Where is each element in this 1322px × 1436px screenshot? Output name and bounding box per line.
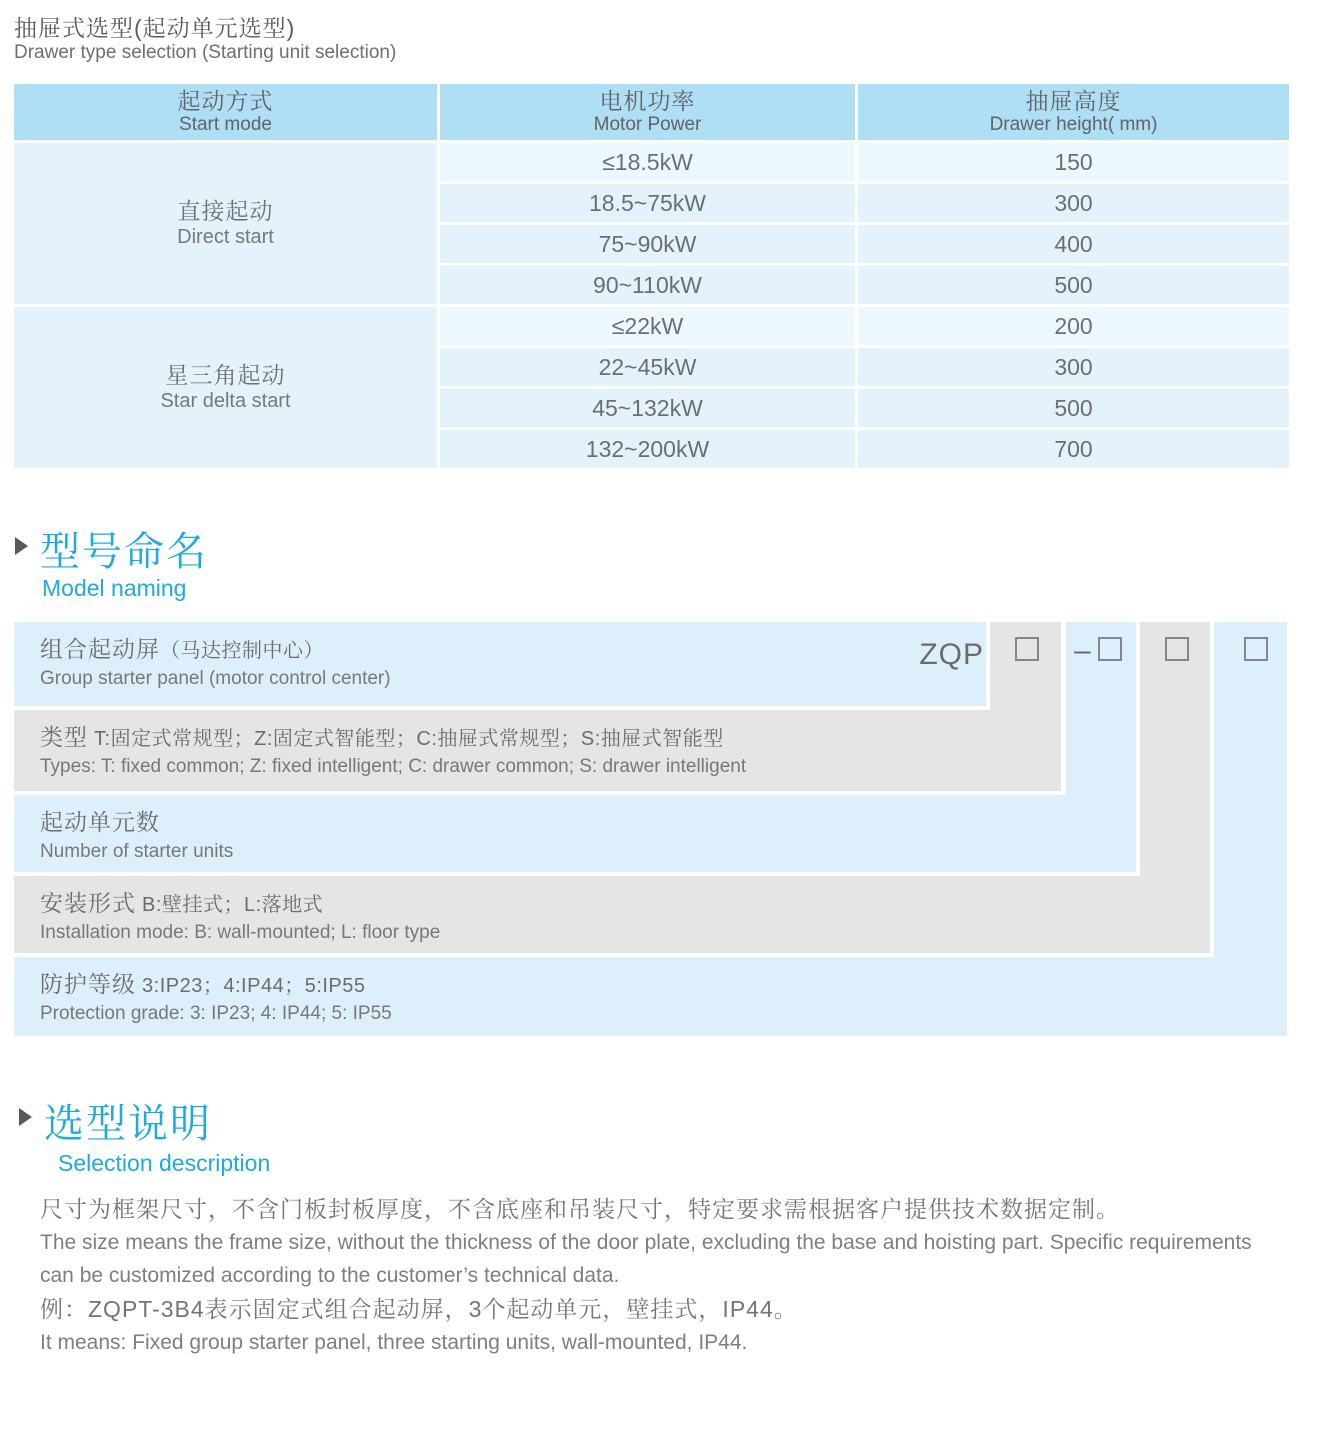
col-header-motor-power	[440, 84, 855, 140]
cell-height: 400	[858, 225, 1289, 263]
group-label-zh: 直接起动	[177, 197, 274, 224]
drawer-selection-table	[14, 84, 1289, 468]
row-zh: 组合起动屏（马达控制中心）	[40, 636, 324, 662]
paragraph: 例：ZQPT-3B4表示固定式组合起动屏，3个起动单元，壁挂式，IP44。	[40, 1296, 798, 1322]
cell-height: 500	[858, 389, 1289, 427]
model-naming-title-en: Model naming	[42, 575, 187, 601]
col-header-drawer-height	[858, 84, 1289, 140]
cell-power: ≤22kW	[440, 307, 855, 345]
diagram-row-installation-mode	[14, 876, 1210, 953]
group-cell-direct-start	[14, 143, 437, 304]
paragraph: It means: Fixed group starter panel, three starting units, wall-mounted, IP44.	[40, 1331, 748, 1354]
row-en: Group starter panel (motor control center)	[40, 668, 391, 689]
model-naming-diagram	[14, 622, 1290, 1036]
group-label-en: Star delta start	[160, 390, 291, 413]
col-header-start-mode	[14, 84, 437, 140]
header-zh: 电机功率	[599, 87, 696, 114]
cell-height: 300	[858, 348, 1289, 386]
hyphen-separator: –	[1074, 634, 1091, 667]
diagram-row-starter-units	[14, 795, 1136, 872]
selection-description-title-zh: 选型说明	[44, 1102, 212, 1146]
cell-power: ≤18.5kW	[440, 143, 855, 181]
cell-power: 22~45kW	[440, 348, 855, 386]
header-en: Start mode	[179, 114, 272, 136]
row-en: Protection grade: 3: IP23; 4: IP44; 5: IP55	[40, 1003, 392, 1024]
cell-height: 700	[858, 430, 1289, 468]
group-label-en: Direct start	[177, 226, 274, 249]
diagram-row-protection-grade	[14, 957, 1287, 1036]
model-code-box-installation	[1165, 637, 1189, 661]
paragraph: The size means the frame size, without the thickness of the door plate, excluding the base and hoisting part. Specific requirements can be customized according to the customer’s technical data.	[40, 1231, 1252, 1287]
row-en: Number of starter units	[40, 841, 234, 862]
model-naming-title-zh: 型号命名	[40, 530, 208, 574]
header-en: Motor Power	[593, 114, 702, 136]
header-zh: 抽屉高度	[1025, 87, 1122, 114]
row-zh: 类型 T:固定式常规型；Z:固定式智能型；C:抽屉式常规型；S:抽屉式智能型	[40, 724, 724, 750]
model-code-box-units	[1098, 637, 1122, 661]
page-title-en: Drawer type selection (Starting unit selection)	[14, 42, 397, 63]
cell-power: 75~90kW	[440, 225, 855, 263]
header-en: Drawer height( mm)	[989, 114, 1158, 136]
selection-description-text	[40, 1192, 1290, 1359]
cell-height: 500	[858, 266, 1289, 304]
model-code-box-type	[1015, 637, 1039, 661]
section-bullet-icon	[15, 537, 28, 555]
cell-power: 45~132kW	[440, 389, 855, 427]
row-zh: 防护等级 3:IP23；4:IP44；5:IP55	[40, 971, 366, 997]
cell-height: 150	[858, 143, 1289, 181]
page-title-zh: 抽屉式选型(起动单元选型)	[14, 15, 296, 41]
diagram-row-group-starter-panel	[14, 622, 986, 706]
header-zh: 起动方式	[177, 87, 274, 114]
model-code-prefix: ZQP	[919, 638, 984, 671]
group-label-zh: 星三角起动	[165, 361, 286, 388]
cell-power: 90~110kW	[440, 266, 855, 304]
section-bullet-icon	[19, 1108, 32, 1126]
diagram-row-types	[14, 710, 1061, 791]
row-en: Types: T: fixed common; Z: fixed intelligent; C: drawer common; S: drawer intelligent	[40, 756, 747, 777]
model-code-box-protection	[1244, 637, 1268, 661]
cell-power: 18.5~75kW	[440, 184, 855, 222]
paragraph: 尺寸为框架尺寸，不含门板封板厚度，不含底座和吊装尺寸，特定要求需根据客户提供技术数据定制。	[40, 1196, 1120, 1222]
row-en: Installation mode: B: wall-mounted; L: floor type	[40, 922, 441, 943]
group-cell-star-delta-start	[14, 307, 437, 468]
row-zh: 安装形式 B:壁挂式；L:落地式	[40, 890, 324, 916]
cell-power: 132~200kW	[440, 430, 855, 468]
row-zh: 起动单元数	[40, 809, 160, 835]
selection-description-title-en: Selection description	[58, 1150, 271, 1176]
cell-height: 200	[858, 307, 1289, 345]
cell-height: 300	[858, 184, 1289, 222]
